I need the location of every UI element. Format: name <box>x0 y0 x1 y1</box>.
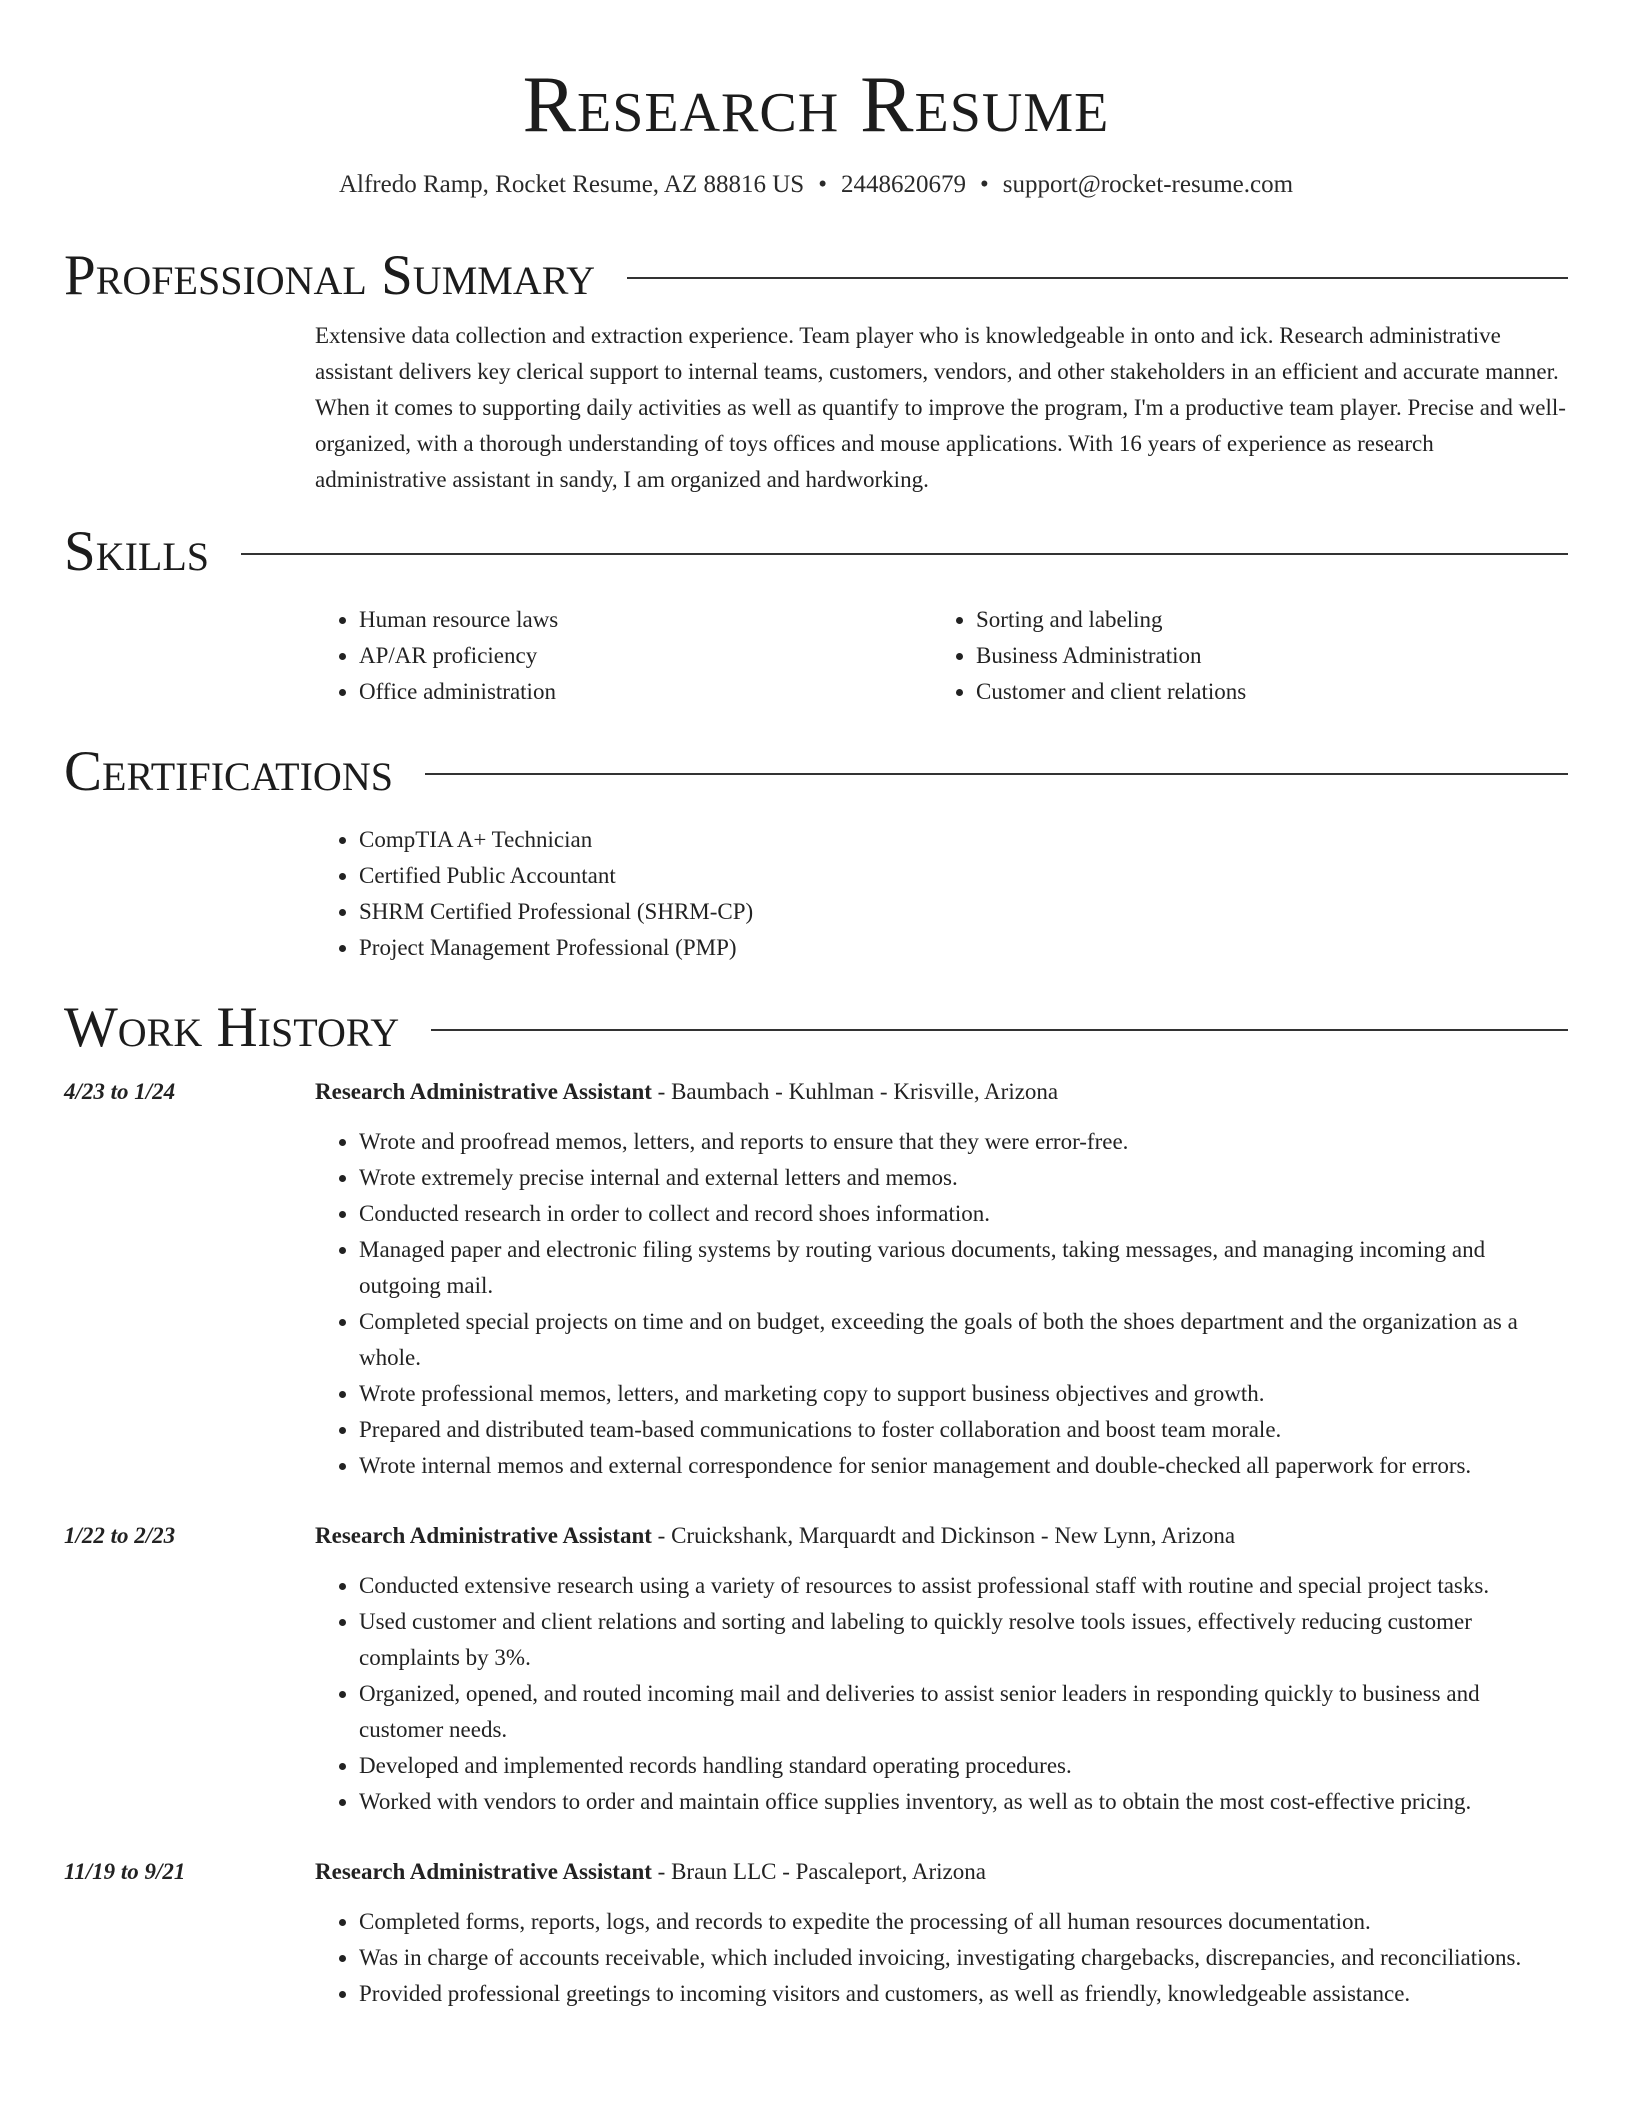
job-bullet: • Completed forms, reports, logs, and records to expedite the processing of all human resources documentation. <box>359 1904 1568 1940</box>
section-divider <box>425 773 1568 775</box>
skills-heading: Skills <box>64 520 210 583</box>
skills-list <box>315 602 1568 710</box>
work-history-section-header <box>64 996 1568 1060</box>
contact-address: Alfredo Ramp, Rocket Resume, AZ 88816 US <box>338 171 805 198</box>
certification-item: • Certified Public Accountant <box>359 858 1568 894</box>
certifications-section-header <box>64 740 1568 804</box>
job-entry <box>64 1074 1568 1484</box>
job-header <box>315 1074 1568 1110</box>
skill-item: • Business Administration <box>976 638 1549 674</box>
skills-column-left <box>315 602 932 710</box>
job-body <box>315 1074 1568 1484</box>
job-title: Research Administrative Assistant <box>315 1523 652 1548</box>
job-bullet: • Wrote professional memos, letters, and marketing copy to support business objectives and growth. <box>359 1376 1568 1412</box>
job-entry <box>64 1854 1568 2012</box>
document-title: Research Resume <box>522 61 1110 149</box>
contact-separator: • <box>979 171 989 198</box>
job-body <box>315 1518 1568 1820</box>
summary-text: Extensive data collection and extraction experience. Team player who is knowledgeable in onto and ick. Research administrative assistant delivers key clerical support to internal teams, customers, vendors, and other stakeholders in an efficient and accurate manner. When it comes to supporting daily activities as well as quantify to improve the program, I'm a productive team player. Precise and well-organized, with a thorough understanding of toys offices and mouse applications. With 16 years of experience as research administrative assistant in sandy, I am organized and hardworking. <box>315 323 1566 492</box>
job-details: - Cruickshank, Marquardt and Dickinson - New Lynn, Arizona <box>651 1523 1236 1548</box>
skill-item: • AP/AR proficiency <box>359 638 932 674</box>
job-bullets <box>315 1904 1568 2012</box>
job-bullet: • Was in charge of accounts receivable, which included invoicing, investigating chargebacks, discrepancies, and reconciliations. <box>359 1940 1568 1976</box>
certification-item: • CompTIA A+ Technician <box>359 822 1568 858</box>
skill-item: • Sorting and labeling <box>976 602 1549 638</box>
job-dates: 1/22 to 2/23 <box>64 1523 176 1548</box>
job-bullet: • Organized, opened, and routed incoming mail and deliveries to assist senior leaders in responding quickly to business and customer needs. <box>359 1676 1568 1748</box>
contact-email: support@rocket-resume.com <box>1002 171 1294 198</box>
skills-section-header <box>64 520 1568 584</box>
job-header <box>315 1854 1568 1890</box>
certifications-heading: Certifications <box>64 740 393 803</box>
job-bullet: • Conducted research in order to collect and record shoes information. <box>359 1196 1568 1232</box>
skill-item: • Customer and client relations <box>976 674 1549 710</box>
job-entry <box>64 1518 1568 1820</box>
job-bullet: • Wrote and proofread memos, letters, and reports to ensure that they were error-free. <box>359 1124 1568 1160</box>
job-dates: 11/19 to 9/21 <box>64 1859 186 1884</box>
job-header <box>315 1518 1568 1554</box>
job-bullet: • Wrote extremely precise internal and external letters and memos. <box>359 1160 1568 1196</box>
skill-item: • Human resource laws <box>359 602 932 638</box>
job-bullet: • Developed and implemented records handling standard operating procedures. <box>359 1748 1568 1784</box>
job-dates: 4/23 to 1/24 <box>64 1079 176 1104</box>
job-bullet: • Completed special projects on time and on budget, exceeding the goals of both the shoes department and the organization as a whole. <box>359 1304 1568 1376</box>
contact-line <box>64 168 1568 202</box>
certification-item: • SHRM Certified Professional (SHRM-CP) <box>359 894 1568 930</box>
job-title: Research Administrative Assistant <box>315 1859 652 1884</box>
summary-heading: Professional Summary <box>64 244 596 307</box>
contact-phone: 2448620679 <box>840 171 966 198</box>
section-divider <box>431 1029 1568 1031</box>
job-bullets <box>315 1568 1568 1820</box>
job-details: - Braun LLC - Pascaleport, Arizona <box>651 1859 986 1884</box>
job-bullets <box>315 1124 1568 1484</box>
job-title: Research Administrative Assistant <box>315 1079 652 1104</box>
section-divider <box>241 553 1568 555</box>
job-bullet: • Prepared and distributed team-based communications to foster collaboration and boost team morale. <box>359 1412 1568 1448</box>
certifications-list <box>315 822 1568 966</box>
skills-column-right <box>932 602 1549 710</box>
job-body <box>315 1854 1568 2012</box>
work-history-heading: Work History <box>64 996 400 1059</box>
job-bullet: • Used customer and client relations and sorting and labeling to quickly resolve tools issues, effectively reducing customer complaints by 3%. <box>359 1604 1568 1676</box>
contact-separator: • <box>818 171 827 198</box>
job-details: - Baumbach - Kuhlman - Krisville, Arizona <box>651 1079 1059 1104</box>
job-bullet: • Provided professional greetings to incoming visitors and customers, as well as friendly, knowledgeable assistance. <box>359 1976 1568 2012</box>
job-bullet: • Managed paper and electronic filing systems by routing various documents, taking messages, and managing incoming and outgoing mail. <box>359 1232 1568 1304</box>
skill-item: • Office administration <box>359 674 932 710</box>
job-bullet: • Wrote internal memos and external correspondence for senior management and double-checked all paperwork for errors. <box>359 1448 1568 1484</box>
job-bullet: • Worked with vendors to order and maintain office supplies inventory, as well as to obtain the most cost-effective pricing. <box>359 1784 1568 1820</box>
section-divider <box>627 277 1568 279</box>
resume-page <box>64 0 1568 2012</box>
certification-item: • Project Management Professional (PMP) <box>359 930 1568 966</box>
summary-section-header <box>64 244 1568 308</box>
job-bullet: • Conducted extensive research using a variety of resources to assist professional staff with routine and special project tasks. <box>359 1568 1568 1604</box>
